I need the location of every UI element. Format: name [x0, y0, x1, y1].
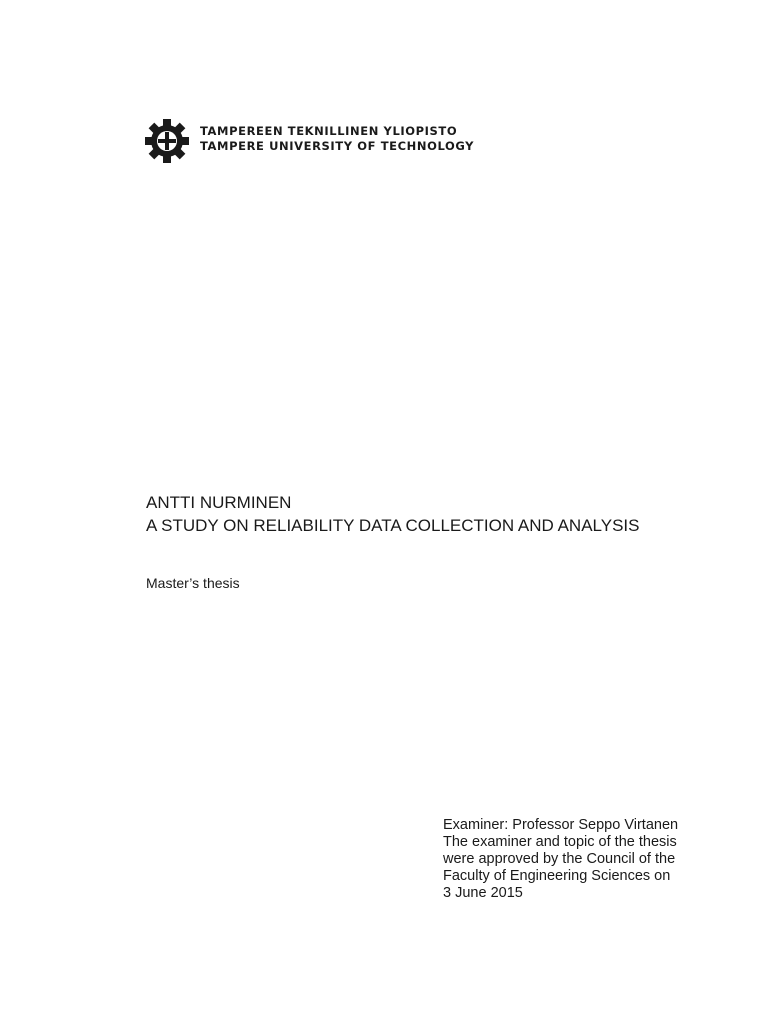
- thesis-type: Master’s thesis: [146, 575, 240, 591]
- university-logo: [144, 118, 474, 164]
- examiner-line-5: 3 June 2015: [443, 885, 523, 901]
- examiner-line-1: Examiner: Professor Seppo Virtanen: [443, 817, 679, 833]
- university-name-finnish: TAMPEREEN TEKNILLINEN YLIOPISTO: [200, 124, 458, 138]
- author-name: ANTTI NURMINEN: [146, 493, 292, 512]
- university-name-english: TAMPERE UNIVERSITY OF TECHNOLOGY: [200, 139, 475, 153]
- thesis-title: A STUDY ON RELIABILITY DATA COLLECTION AND ANALYSIS: [146, 516, 640, 535]
- gear-icon: [144, 118, 190, 164]
- examiner-line-4: Faculty of Engineering Sciences on: [443, 868, 671, 884]
- examiner-info: [443, 817, 695, 902]
- examiner-line-3: were approved by the Council of the: [443, 851, 676, 867]
- examiner-line-2: The examiner and topic of the thesis: [443, 834, 677, 850]
- university-names: [200, 124, 474, 154]
